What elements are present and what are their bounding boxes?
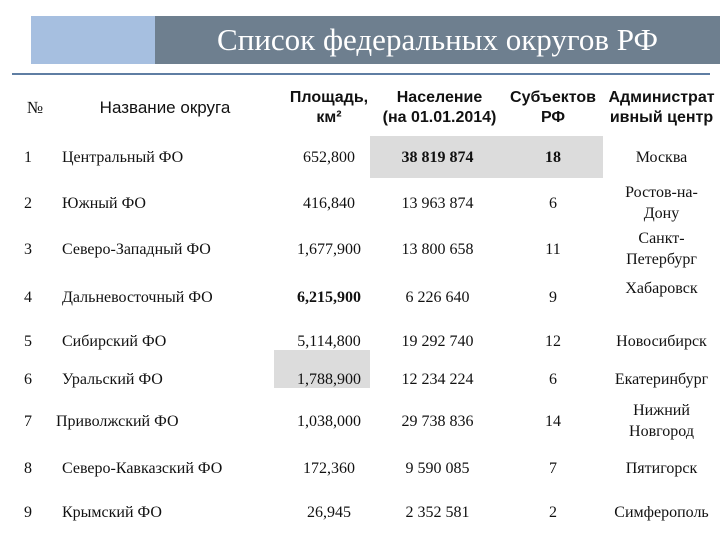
cell-num: 3 xyxy=(24,240,32,258)
cell-center: Хабаровск xyxy=(625,280,698,297)
cell-num: 4 xyxy=(24,288,32,306)
header-area-line2: км² xyxy=(316,109,342,126)
header-area xyxy=(278,80,380,136)
cell-center: Ростов-на-Дону xyxy=(625,184,698,222)
cell-area: 416,840 xyxy=(303,194,355,212)
cell-center: Симферополь xyxy=(614,503,709,521)
cell-subjects: 12 xyxy=(545,332,561,350)
cell-num: 1 xyxy=(24,148,32,166)
header-area-line1: Площадь, xyxy=(289,89,369,106)
cell-area: 26,945 xyxy=(307,503,351,521)
cell-area: 1,677,900 xyxy=(297,240,361,258)
cell-center: Новосибирск xyxy=(616,332,707,350)
cell-name: Уральский ФО xyxy=(62,370,163,388)
header-pop-line1: Население xyxy=(396,89,483,106)
table-header xyxy=(20,80,720,136)
header-num: № xyxy=(26,98,44,117)
cell-area: 1,038,000 xyxy=(297,412,361,430)
table-row xyxy=(20,446,720,490)
cell-subjects: 11 xyxy=(545,240,561,258)
table-row xyxy=(20,278,720,316)
cell-center: Пятигорск xyxy=(625,459,698,477)
table-row xyxy=(20,360,720,398)
cell-area: 172,360 xyxy=(303,459,355,477)
cell-subjects: 9 xyxy=(549,288,557,306)
cell-area: 652,800 xyxy=(303,148,355,166)
cell-subjects: 7 xyxy=(549,459,557,477)
cell-name: Северо-Кавказский ФО xyxy=(62,459,223,477)
header-name: Название округа xyxy=(99,98,231,117)
cell-subjects: 2 xyxy=(549,503,557,521)
cell-name: Северо-Западный ФО xyxy=(62,240,211,258)
header-population xyxy=(372,80,507,136)
table-row xyxy=(20,228,720,270)
title-accent-block xyxy=(31,16,155,64)
cell-population: 13 800 658 xyxy=(401,240,474,258)
table-row xyxy=(20,322,720,360)
cell-name: Крымский ФО xyxy=(62,503,162,521)
cell-subjects: 6 xyxy=(549,194,557,212)
cell-population: 13 963 874 xyxy=(401,194,474,212)
cell-population: 12 234 224 xyxy=(401,370,474,388)
cell-num: 7 xyxy=(24,412,32,430)
cell-num: 9 xyxy=(24,503,32,521)
cell-name: Южный ФО xyxy=(62,194,146,212)
cell-num: 6 xyxy=(24,370,32,388)
cell-area: 5,114,800 xyxy=(297,332,361,350)
cell-population: 19 292 740 xyxy=(401,332,474,350)
header-pop-line2: (на 01.01.2014) xyxy=(382,109,497,126)
cell-center: Екатеринбург xyxy=(614,370,709,388)
cell-subjects: 14 xyxy=(545,412,561,430)
header-cap-line1: Администрат xyxy=(608,89,715,106)
cell-population: 29 738 836 xyxy=(401,412,474,430)
cell-area: 6,215,900 xyxy=(297,288,361,306)
table-row xyxy=(20,398,720,444)
header-subjects xyxy=(503,80,603,136)
cell-num: 8 xyxy=(24,459,32,477)
cell-population: 38 819 874 xyxy=(401,148,474,166)
cell-name: Центральный ФО xyxy=(62,148,184,166)
header-subj-line1: Субъектов xyxy=(510,89,596,106)
cell-population: 6 226 640 xyxy=(405,288,470,306)
cell-center: Нижний Новгород xyxy=(629,402,694,440)
table-row xyxy=(20,178,720,228)
table-row xyxy=(20,490,720,534)
cell-center: Москва xyxy=(635,148,688,166)
cell-name: Дальневосточный ФО xyxy=(62,288,213,306)
cell-center: Санкт-Петербург xyxy=(626,230,697,268)
header-cap-line2: ивный центр xyxy=(609,109,714,126)
header-center xyxy=(603,80,720,136)
cell-population: 2 352 581 xyxy=(405,503,470,521)
cell-num: 2 xyxy=(24,194,32,212)
cell-area: 1,788,900 xyxy=(297,370,361,388)
page-title: Список федеральных округов РФ xyxy=(217,22,658,57)
title-underline xyxy=(12,73,710,75)
cell-subjects: 18 xyxy=(545,148,561,166)
cell-num: 5 xyxy=(24,332,32,350)
cell-name: Сибирский ФО xyxy=(62,332,167,350)
cell-subjects: 6 xyxy=(549,370,557,388)
table-row xyxy=(20,136,720,178)
header-subj-line2: РФ xyxy=(540,109,566,126)
cell-name: Приволжский ФО xyxy=(56,412,179,430)
cell-population: 9 590 085 xyxy=(405,459,470,477)
